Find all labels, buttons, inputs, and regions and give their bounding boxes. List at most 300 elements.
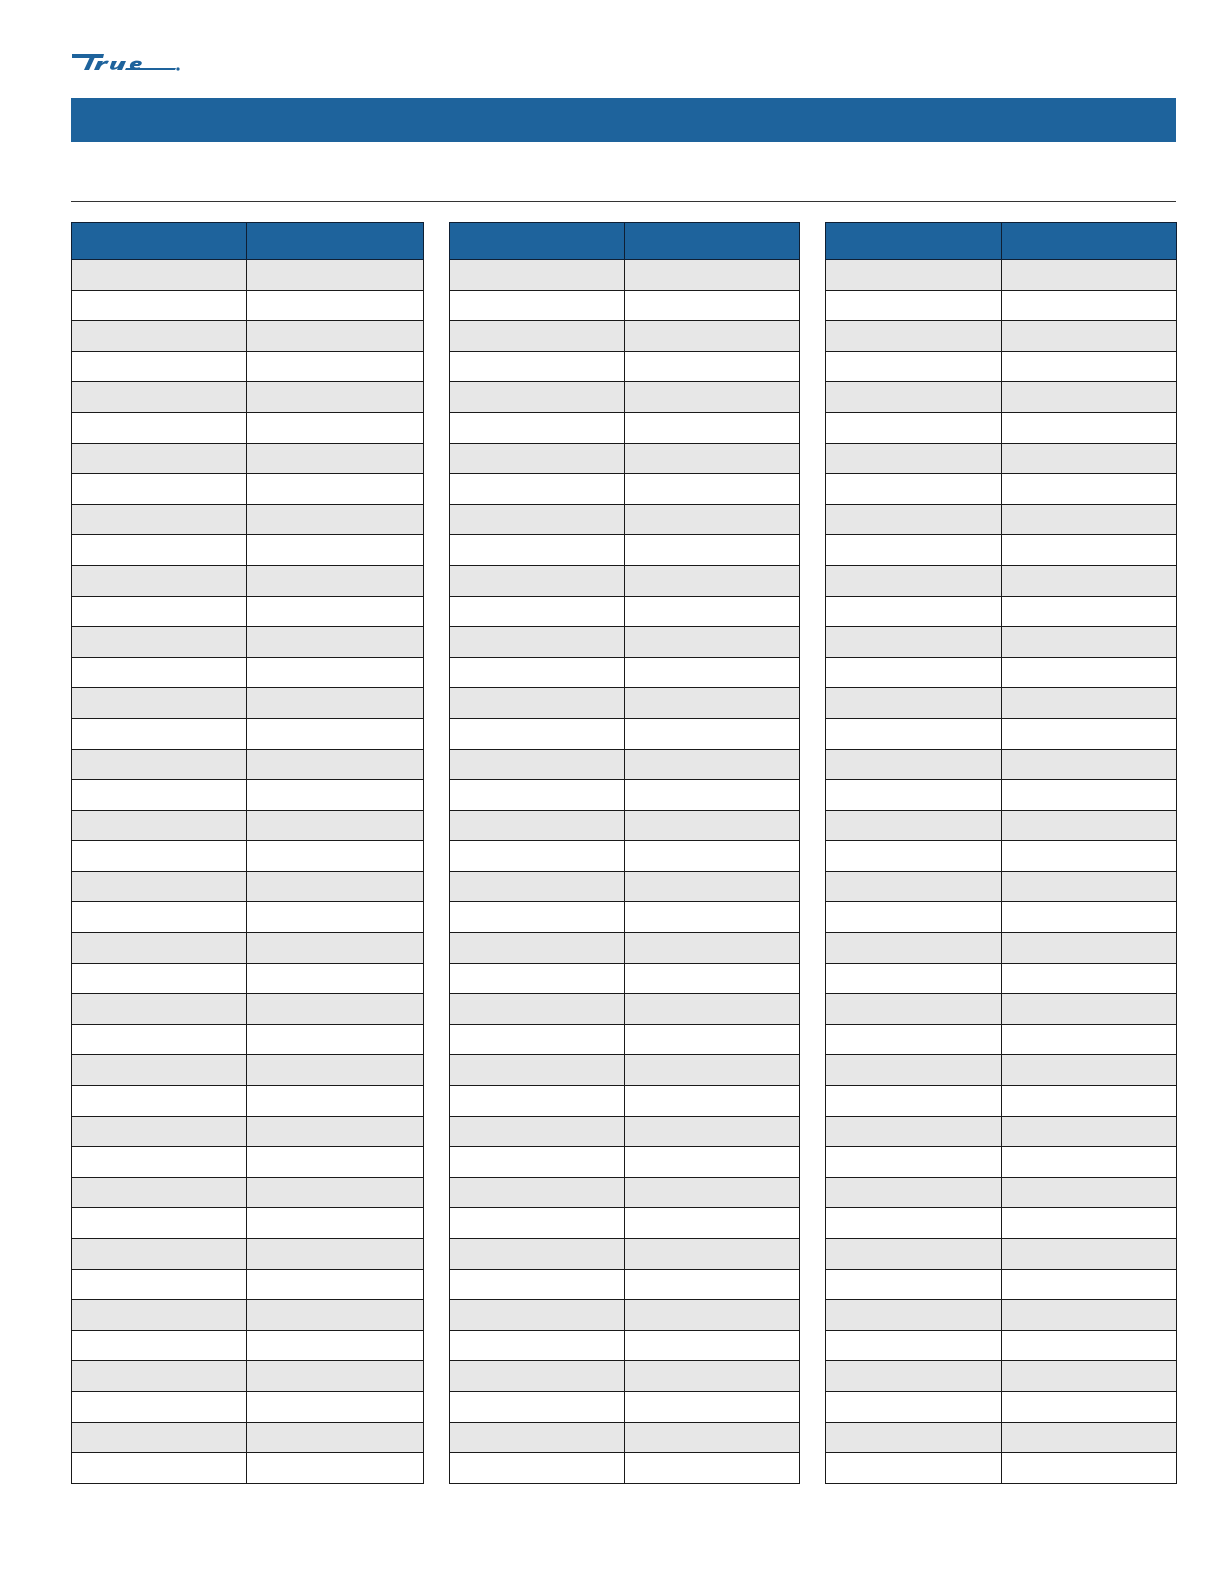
table-row — [72, 1116, 424, 1147]
table-row — [450, 260, 800, 291]
table-row — [450, 1086, 800, 1117]
table-cell — [625, 902, 800, 933]
table-row — [450, 321, 800, 352]
table-cell — [826, 351, 1002, 382]
table-cell — [72, 1391, 247, 1422]
table-row — [72, 933, 424, 964]
table-cell — [826, 260, 1002, 291]
table-cell — [247, 810, 424, 841]
table-cell — [72, 474, 247, 505]
table-cell — [72, 657, 247, 688]
table-cell — [72, 749, 247, 780]
table-row — [72, 260, 424, 291]
table-row — [72, 1086, 424, 1117]
table-cell — [450, 963, 625, 994]
table-cell — [826, 1208, 1002, 1239]
table-cell — [72, 1300, 247, 1331]
table-cell — [625, 1177, 800, 1208]
table-cell — [450, 1269, 625, 1300]
table-cell — [247, 871, 424, 902]
table-row — [826, 1177, 1177, 1208]
table-cell — [450, 1330, 625, 1361]
table-cell — [826, 1086, 1002, 1117]
table-cell — [450, 1024, 625, 1055]
table-cell — [826, 1239, 1002, 1270]
table-cell — [826, 596, 1002, 627]
table-row — [826, 474, 1177, 505]
table-row — [450, 718, 800, 749]
table-cell — [826, 1177, 1002, 1208]
data-table-left — [71, 222, 424, 1484]
table-cell — [72, 1024, 247, 1055]
table-row — [450, 1239, 800, 1270]
table-cell — [450, 1055, 625, 1086]
table-row — [450, 1422, 800, 1453]
table-row — [826, 1086, 1177, 1117]
table-cell — [72, 1239, 247, 1270]
table-cell — [625, 382, 800, 413]
table-row — [72, 535, 424, 566]
table-cell — [625, 1361, 800, 1392]
table-row — [72, 1330, 424, 1361]
table-row — [450, 1147, 800, 1178]
table-row — [450, 902, 800, 933]
table-cell — [450, 351, 625, 382]
table-cell — [826, 1391, 1002, 1422]
table-row — [450, 290, 800, 321]
table-row — [826, 1147, 1177, 1178]
table-cell — [826, 657, 1002, 688]
table-cell — [450, 871, 625, 902]
table-cell — [625, 504, 800, 535]
table-cell — [625, 810, 800, 841]
table-cell — [450, 688, 625, 719]
table-cell — [625, 780, 800, 811]
table-cell — [1002, 749, 1177, 780]
table-row — [450, 1055, 800, 1086]
table-cell — [72, 321, 247, 352]
table-cell — [826, 933, 1002, 964]
table-cell — [450, 780, 625, 811]
table-cell — [72, 412, 247, 443]
table-row — [72, 382, 424, 413]
table-cell — [72, 1361, 247, 1392]
table-cell — [450, 902, 625, 933]
table-cell — [247, 474, 424, 505]
table-cell — [625, 1330, 800, 1361]
table-cell — [450, 1300, 625, 1331]
table-cell — [826, 1116, 1002, 1147]
table-cell — [826, 810, 1002, 841]
table-cell — [247, 443, 424, 474]
table-cell — [450, 933, 625, 964]
table-cell — [247, 994, 424, 1025]
table-cell — [826, 321, 1002, 352]
table-cell — [1002, 1361, 1177, 1392]
table-cell — [1002, 1086, 1177, 1117]
table-row — [450, 535, 800, 566]
table-cell — [450, 1422, 625, 1453]
table-cell — [1002, 1055, 1177, 1086]
table-cell — [72, 994, 247, 1025]
table-cell — [72, 688, 247, 719]
table-row — [826, 627, 1177, 658]
table-cell — [1002, 596, 1177, 627]
table-row — [72, 1391, 424, 1422]
table-cell — [826, 382, 1002, 413]
table-cell — [1002, 810, 1177, 841]
table-row — [450, 1024, 800, 1055]
table-cell — [625, 443, 800, 474]
table-row — [72, 321, 424, 352]
table-cell — [826, 1024, 1002, 1055]
table-row — [450, 688, 800, 719]
table-cell — [1002, 1300, 1177, 1331]
table-cell — [72, 1116, 247, 1147]
table-cell — [247, 1300, 424, 1331]
table-cell — [1002, 933, 1177, 964]
table-cell — [72, 1208, 247, 1239]
table-row — [826, 1330, 1177, 1361]
table-cell — [826, 290, 1002, 321]
table-cell — [72, 902, 247, 933]
table-cell — [826, 780, 1002, 811]
section-divider — [71, 201, 1176, 202]
table-cell — [1002, 260, 1177, 291]
table-cell — [826, 535, 1002, 566]
table-cell — [72, 1086, 247, 1117]
table-row — [826, 596, 1177, 627]
table-cell — [450, 749, 625, 780]
table-cell — [72, 260, 247, 291]
table-row — [72, 504, 424, 535]
table-row — [826, 810, 1177, 841]
table-cell — [826, 1361, 1002, 1392]
table-cell — [625, 688, 800, 719]
column-header — [450, 223, 625, 260]
table-cell — [826, 474, 1002, 505]
table-cell — [826, 443, 1002, 474]
table-cell — [450, 1116, 625, 1147]
table-cell — [826, 565, 1002, 596]
table-cell — [450, 596, 625, 627]
table-cell — [826, 718, 1002, 749]
table-row — [72, 810, 424, 841]
table-cell — [625, 1055, 800, 1086]
table-row — [450, 1391, 800, 1422]
table-cell — [247, 1086, 424, 1117]
table-cell — [625, 871, 800, 902]
table-row — [72, 474, 424, 505]
table-cell — [247, 321, 424, 352]
table-cell — [625, 718, 800, 749]
table-cell — [625, 627, 800, 658]
table-cell — [72, 780, 247, 811]
table-cell — [247, 933, 424, 964]
table-row — [826, 1239, 1177, 1270]
table-cell — [247, 382, 424, 413]
table-row — [826, 994, 1177, 1025]
table-cell — [625, 412, 800, 443]
table-row — [450, 1330, 800, 1361]
table-cell — [450, 1086, 625, 1117]
table-cell — [826, 994, 1002, 1025]
table-row — [450, 657, 800, 688]
table-cell — [72, 351, 247, 382]
table-cell — [450, 1239, 625, 1270]
column-header — [826, 223, 1002, 260]
table-row — [72, 657, 424, 688]
table-cell — [1002, 412, 1177, 443]
table-row — [72, 351, 424, 382]
table-row — [826, 1453, 1177, 1484]
table-row — [72, 412, 424, 443]
table-cell — [247, 1177, 424, 1208]
table-row — [826, 688, 1177, 719]
table-row — [72, 871, 424, 902]
table-row — [450, 1177, 800, 1208]
table-cell — [1002, 351, 1177, 382]
table-cell — [247, 504, 424, 535]
table-cell — [625, 1024, 800, 1055]
table-row — [72, 627, 424, 658]
table-cell — [72, 933, 247, 964]
table-row — [826, 412, 1177, 443]
table-cell — [625, 1239, 800, 1270]
table-cell — [625, 933, 800, 964]
table-cell — [826, 749, 1002, 780]
table-row — [826, 504, 1177, 535]
column-header — [247, 223, 424, 260]
table-cell — [1002, 1177, 1177, 1208]
table-cell — [1002, 1422, 1177, 1453]
table-cell — [1002, 321, 1177, 352]
table-cell — [826, 504, 1002, 535]
table-row — [72, 749, 424, 780]
table-cell — [72, 290, 247, 321]
table-row — [72, 1300, 424, 1331]
table-cell — [1002, 504, 1177, 535]
table-cell — [826, 688, 1002, 719]
table-cell — [1002, 780, 1177, 811]
table-cell — [72, 963, 247, 994]
table-cell — [1002, 657, 1177, 688]
table-row — [72, 688, 424, 719]
table-row — [450, 994, 800, 1025]
table-cell — [826, 1330, 1002, 1361]
table-cell — [450, 260, 625, 291]
table-cell — [247, 1361, 424, 1392]
table-cell — [72, 565, 247, 596]
table-cell — [247, 1208, 424, 1239]
table-cell — [247, 1239, 424, 1270]
table-cell — [625, 1086, 800, 1117]
table-cell — [247, 749, 424, 780]
table-cell — [450, 535, 625, 566]
table-cell — [625, 749, 800, 780]
table-cell — [1002, 1391, 1177, 1422]
table-cell — [450, 1177, 625, 1208]
table-cell — [247, 780, 424, 811]
table-cell — [450, 382, 625, 413]
table-cell — [450, 1391, 625, 1422]
table-cell — [247, 565, 424, 596]
table-row — [450, 810, 800, 841]
table-row — [450, 871, 800, 902]
table-cell — [1002, 718, 1177, 749]
table-row — [450, 963, 800, 994]
table-row — [450, 596, 800, 627]
table-cell — [247, 1330, 424, 1361]
table-cell — [72, 504, 247, 535]
table-row — [450, 627, 800, 658]
table-cell — [72, 443, 247, 474]
table-row — [826, 443, 1177, 474]
table-cell — [450, 810, 625, 841]
table-cell — [826, 871, 1002, 902]
table-row — [450, 933, 800, 964]
table-cell — [1002, 565, 1177, 596]
table-cell — [247, 1453, 424, 1484]
table-row — [450, 1453, 800, 1484]
table-row — [72, 565, 424, 596]
table-cell — [826, 1147, 1002, 1178]
table-row — [450, 412, 800, 443]
table-row — [826, 351, 1177, 382]
table-cell — [72, 871, 247, 902]
table-row — [826, 780, 1177, 811]
table-row — [826, 290, 1177, 321]
table-cell — [247, 1422, 424, 1453]
table-cell — [450, 443, 625, 474]
table-row — [72, 290, 424, 321]
table-row — [826, 535, 1177, 566]
table-row — [72, 1024, 424, 1055]
table-row — [450, 749, 800, 780]
table-cell — [72, 535, 247, 566]
table-cell — [625, 535, 800, 566]
table-cell — [450, 290, 625, 321]
table-cell — [625, 1147, 800, 1178]
column-header — [625, 223, 800, 260]
table-cell — [450, 627, 625, 658]
table-cell — [826, 1269, 1002, 1300]
table-cell — [247, 1024, 424, 1055]
table-cell — [247, 627, 424, 658]
table-row — [826, 1116, 1177, 1147]
table-row — [450, 382, 800, 413]
table-row — [450, 1361, 800, 1392]
table-cell — [72, 1330, 247, 1361]
table-row — [450, 474, 800, 505]
table-cell — [826, 627, 1002, 658]
table-cell — [826, 963, 1002, 994]
table-row — [450, 1116, 800, 1147]
table-cell — [625, 841, 800, 872]
table-row — [72, 780, 424, 811]
table-cell — [1002, 627, 1177, 658]
table-cell — [1002, 290, 1177, 321]
table-row — [826, 1208, 1177, 1239]
table-cell — [450, 657, 625, 688]
table-cell — [625, 963, 800, 994]
table-row — [826, 1269, 1177, 1300]
table-cell — [826, 1453, 1002, 1484]
table-cell — [450, 565, 625, 596]
table-cell — [625, 321, 800, 352]
table-row — [72, 596, 424, 627]
table-row — [72, 1361, 424, 1392]
table-row — [72, 1239, 424, 1270]
table-row — [72, 1177, 424, 1208]
table-cell — [72, 1177, 247, 1208]
table-cell — [247, 535, 424, 566]
table-row — [826, 841, 1177, 872]
table-cell — [247, 688, 424, 719]
table-cell — [625, 596, 800, 627]
table-row — [826, 933, 1177, 964]
header-band — [71, 98, 1176, 142]
table-cell — [450, 841, 625, 872]
table-row — [450, 565, 800, 596]
table-cell — [625, 1116, 800, 1147]
table-row — [72, 443, 424, 474]
table-cell — [1002, 963, 1177, 994]
table-cell — [826, 841, 1002, 872]
table-cell — [625, 1391, 800, 1422]
table-cell — [450, 412, 625, 443]
table-cell — [247, 718, 424, 749]
table-cell — [247, 1269, 424, 1300]
table-cell — [625, 657, 800, 688]
table-cell — [247, 1116, 424, 1147]
table-row — [72, 963, 424, 994]
table-row — [72, 902, 424, 933]
table-cell — [450, 1208, 625, 1239]
table-row — [72, 1055, 424, 1086]
table-cell — [247, 1147, 424, 1178]
table-row — [72, 1269, 424, 1300]
data-table-middle — [449, 222, 800, 1484]
table-row — [826, 657, 1177, 688]
table-row — [826, 321, 1177, 352]
table-cell — [1002, 902, 1177, 933]
table-row — [450, 443, 800, 474]
table-row — [72, 1453, 424, 1484]
table-cell — [72, 1453, 247, 1484]
table-row — [826, 1361, 1177, 1392]
table-row — [450, 504, 800, 535]
table-cell — [625, 290, 800, 321]
table-cell — [1002, 1453, 1177, 1484]
table-cell — [1002, 1239, 1177, 1270]
table-cell — [625, 1208, 800, 1239]
table-cell — [450, 718, 625, 749]
table-cell — [1002, 382, 1177, 413]
table-row — [826, 902, 1177, 933]
column-header — [1002, 223, 1177, 260]
table-row — [826, 871, 1177, 902]
table-row — [826, 1391, 1177, 1422]
table-cell — [72, 596, 247, 627]
table-cell — [247, 657, 424, 688]
table-cell — [1002, 1147, 1177, 1178]
table-cell — [625, 1269, 800, 1300]
table-cell — [72, 718, 247, 749]
table-cell — [1002, 443, 1177, 474]
table-cell — [72, 627, 247, 658]
table-row — [450, 780, 800, 811]
